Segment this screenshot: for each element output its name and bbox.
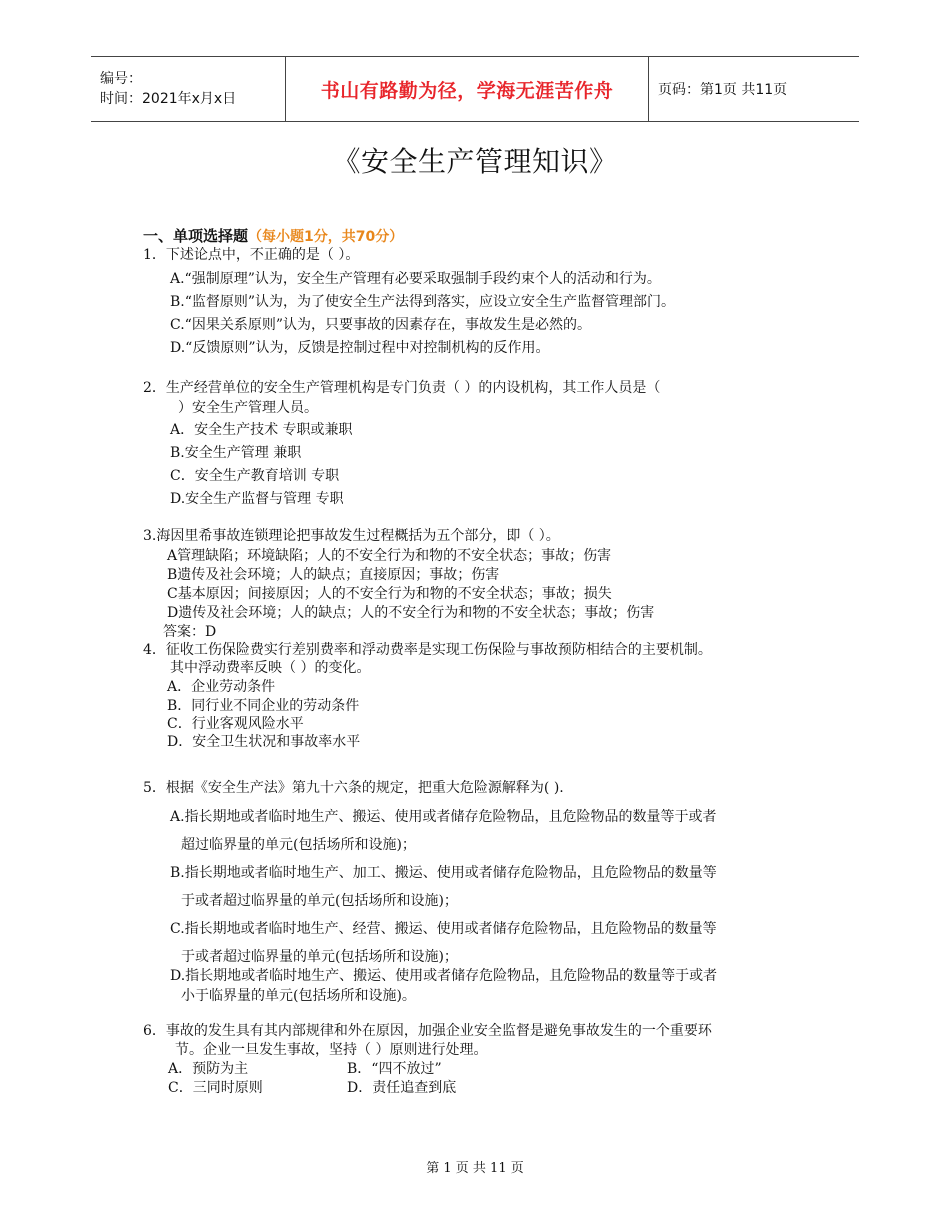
section-heading bbox=[143, 225, 403, 246]
document-date: 时间：2021年x月x日 bbox=[100, 91, 237, 107]
question-6-stem: 6．事故的发生具有其内部规律和外在原因，加强企业安全监督是避免事故发生的一个重要环 bbox=[143, 1023, 712, 1039]
question-5-option-b-cont: 于或者超过临界量的单元(包括场所和设施)； bbox=[181, 893, 458, 909]
question-5-option-d-cont: 小于临界量的单元(包括场所和设施)。 bbox=[181, 988, 416, 1004]
question-1-option-c: C.“因果关系原则”认为，只要事故的因素存在，事故发生是必然的。 bbox=[170, 317, 591, 333]
question-4-option-d: D．安全卫生状况和事故率水平 bbox=[167, 734, 361, 750]
question-4-option-a: A．企业劳动条件 bbox=[167, 679, 276, 695]
question-3-option-c: C基本原因；间接原因；人的不安全行为和物的不安全状态；事故；损失 bbox=[167, 586, 612, 602]
page-info-text: 页码：第1页 共11页 bbox=[658, 82, 788, 98]
question-3-option-a: A管理缺陷；环境缺陷；人的不安全行为和物的不安全状态；事故；伤害 bbox=[167, 548, 612, 564]
question-1-stem: 1．下述论点中，不正确的是（ ）。 bbox=[143, 247, 360, 263]
question-2-option-a: A．安全生产技术 专职或兼职 bbox=[170, 422, 353, 438]
question-3-option-d: D遗传及社会环境；人的缺点；人的不安全行为和物的不安全状态；事故；伤害 bbox=[167, 605, 655, 621]
question-2-stem-cont: ）安全生产管理人员。 bbox=[178, 400, 318, 416]
question-6-option-a: A．预防为主 bbox=[168, 1061, 249, 1077]
document-number-label: 编号： bbox=[100, 71, 142, 87]
question-5-option-b: B.指长期地或者临时地生产、加工、搬运、使用或者储存危险物品，且危险物品的数量等 bbox=[170, 865, 717, 881]
section-title: 一、单项选择题 bbox=[143, 227, 249, 245]
header-meta bbox=[91, 57, 286, 121]
question-6-stem-cont: 节。企业一旦发生事故，坚持（ ）原则进行处理。 bbox=[175, 1042, 488, 1058]
section-score-note: （每小题1分，共70分） bbox=[248, 229, 404, 245]
question-6-option-b: B．“四不放过” bbox=[347, 1061, 442, 1077]
question-1-option-d: D.“反馈原则”认为，反馈是控制过程中对控制机构的反作用。 bbox=[170, 340, 550, 356]
question-5-option-c: C.指长期地或者临时地生产、经营、搬运、使用或者储存危险物品，且危险物品的数量等 bbox=[170, 921, 717, 937]
question-1-option-b: B.“监督原则”认为，为了使安全生产法得到落实，应设立安全生产监督管理部门。 bbox=[170, 294, 676, 310]
question-1-option-a: A.“强制原理”认为，安全生产管理有必要采取强制手段约束个人的活动和行为。 bbox=[170, 271, 661, 287]
question-5-option-c-cont: 于或者超过临界量的单元(包括场所和设施)； bbox=[181, 949, 458, 965]
page-footer: 第 1 页 共 11 页 bbox=[426, 1161, 524, 1176]
header-page-info bbox=[649, 57, 859, 121]
question-4-stem-cont: 其中浮动费率反映（ ）的变化。 bbox=[170, 660, 371, 676]
question-5-stem: 5．根据《安全生产法》第九十六条的规定，把重大危险源解释为( ). bbox=[143, 780, 564, 796]
question-3-answer: 答案：D bbox=[163, 624, 217, 640]
question-4-option-c: C．行业客观风险水平 bbox=[167, 716, 304, 732]
question-2-stem: 2．生产经营单位的安全生产管理机构是专门负责（ ）的内设机构，其工作人员是（ bbox=[143, 380, 661, 396]
question-2-option-c: C．安全生产教育培训 专职 bbox=[170, 468, 340, 484]
header-motto bbox=[286, 57, 649, 121]
question-3-stem: 3.海因里希事故连锁理论把事故发生过程概括为五个部分，即（ ）。 bbox=[143, 528, 560, 544]
question-5-option-d: D.指长期地或者临时地生产、搬运、使用或者储存危险物品，且危险物品的数量等于或者 bbox=[170, 968, 718, 984]
motto-text: 书山有路勤为径，学海无涯苦作舟 bbox=[320, 79, 614, 102]
question-6-option-c: C．三同时原则 bbox=[168, 1080, 263, 1096]
question-2-option-b: B.安全生产管理 兼职 bbox=[170, 445, 302, 461]
page-header bbox=[91, 56, 859, 122]
question-6-option-d: D．责任追查到底 bbox=[347, 1080, 457, 1096]
document-title: 《安全生产管理知识》 bbox=[332, 145, 618, 178]
question-5-option-a-cont: 超过临界量的单元(包括场所和设施)； bbox=[181, 837, 416, 853]
question-3-option-b: B遗传及社会环境；人的缺点；直接原因；事故；伤害 bbox=[167, 567, 500, 583]
question-2-option-d: D.安全生产监督与管理 专职 bbox=[170, 491, 344, 507]
question-4-option-b: B．同行业不同企业的劳动条件 bbox=[167, 698, 360, 714]
question-5-option-a: A.指长期地或者临时地生产、搬运、使用或者储存危险物品，且危险物品的数量等于或者 bbox=[170, 809, 717, 825]
question-4-stem: 4．征收工伤保险费实行差别费率和浮动费率是实现工伤保险与事故预防相结合的主要机制。 bbox=[143, 642, 712, 658]
